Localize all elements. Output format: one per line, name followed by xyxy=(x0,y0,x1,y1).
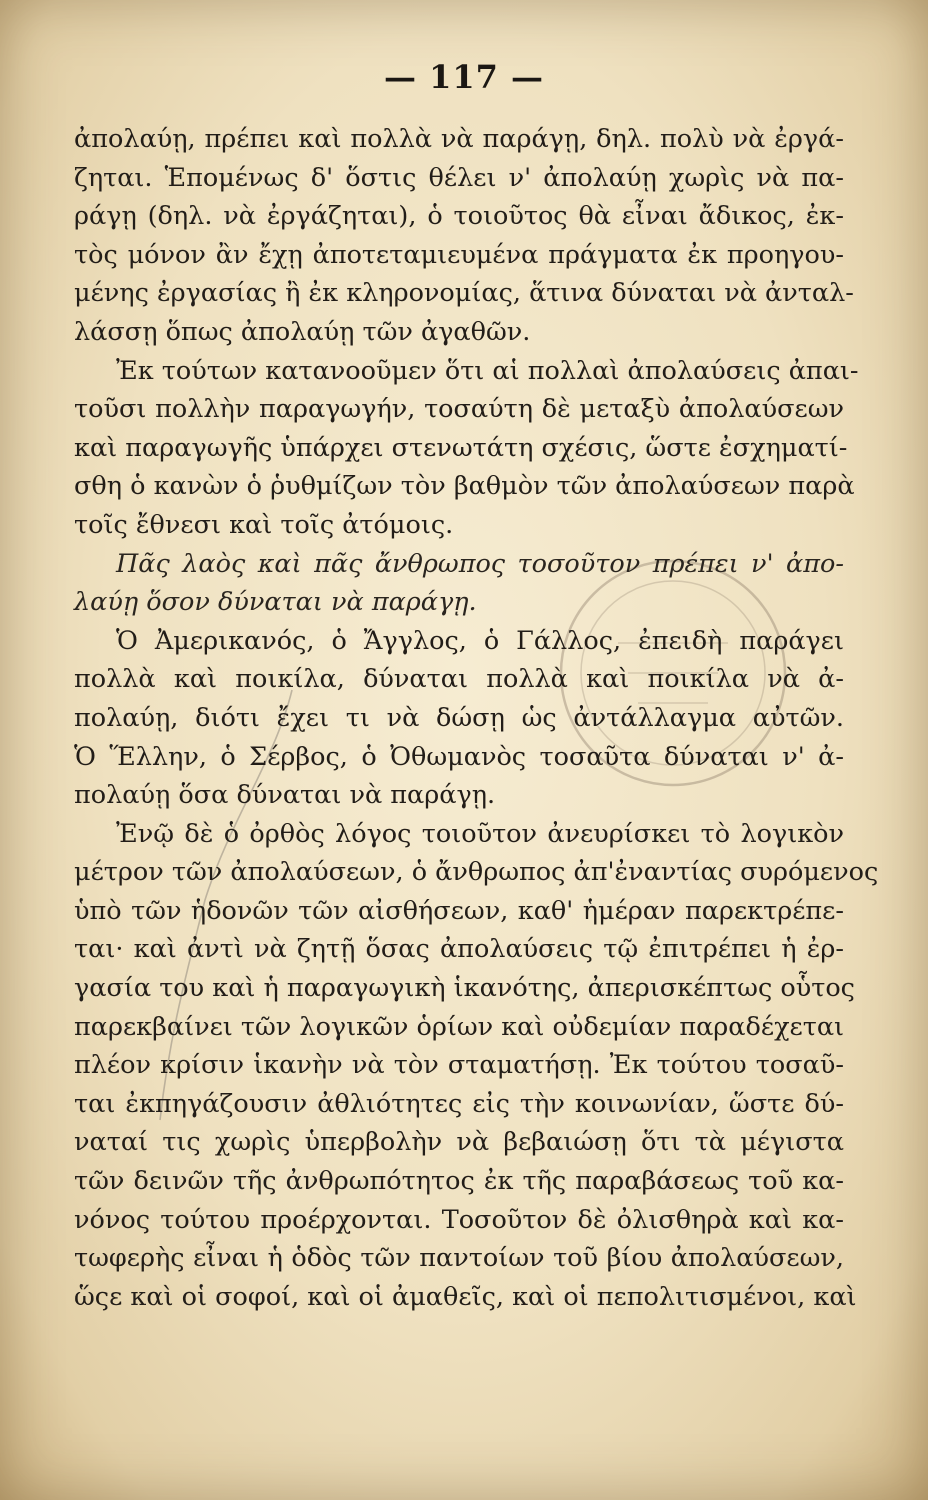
text-line: μένης ἐργασίας ἢ ἐκ κληρονομίας, ἅτινα δύναται νὰ ἀνταλ- xyxy=(74,278,854,309)
text-line: ζηται. Ἑπομένως δ' ὅστις θέλει ν' ἀπολαύῃ χωρὶς νὰ πα- xyxy=(74,162,844,193)
text-line: λαύῃ ὅσον δύναται νὰ παράγῃ. xyxy=(74,587,477,618)
text-line: ναταί τις χωρὶς ὑπερβολὴν νὰ βεβαιώσῃ ὅτι τὰ μέγιστα xyxy=(74,1127,844,1158)
text-line: παρεκβαίνει τῶν λογικῶν ὁρίων καὶ οὐδεμίαν παραδέχεται xyxy=(74,1011,845,1042)
text-line: καὶ παραγωγῆς ὑπάρχει στενωτάτη σχέσις, ὥστε ἐσχηματί- xyxy=(74,432,848,463)
text-line: τῶν δεινῶν τῆς ἀνθρωπότητος ἐκ τῆς παραβάσεως τοῦ κα- xyxy=(74,1166,844,1197)
text-line: ἀπολαύῃ, πρέπει καὶ πολλὰ νὰ παράγῃ, δηλ. πολὺ νὰ ἐργά- xyxy=(74,124,844,154)
text-line: σθη ὁ κανὼν ὁ ῥυθμίζων τὸν βαθμὸν τῶν ἀπολαύσεων παρὰ xyxy=(74,471,855,502)
text-line: ὑπὸ τῶν ἡδονῶν τῶν αἰσθήσεων, καθ' ἡμέραν παρεκτρέπε- xyxy=(74,895,844,926)
body-text xyxy=(74,120,879,1316)
text-line: πολαύῃ, διότι ἔχει τι νὰ δώσῃ ὡς ἀντάλλαγμα αὐτῶν. xyxy=(74,702,844,733)
text-line: Ὁ Ἀμερικανός, ὁ Ἄγγλος, ὁ Γάλλος, ἐπειδὴ παράγει xyxy=(116,625,844,656)
text-line: ται ἐκπηγάζουσιν ἀθλιότητες εἰς τὴν κοινωνίαν, ὥστε δύ- xyxy=(74,1088,844,1119)
text-line: τὸς μόνον ἂν ἔχῃ ἀποτεταμιευμένα πράγματα ἐκ προηγου- xyxy=(74,239,844,270)
text-line: ὥςε καὶ οἱ σοφοί, καὶ οἱ ἀμαθεῖς, καὶ οἱ πεπολιτισμένοι, καὶ xyxy=(74,1281,857,1312)
text-line: πολαύῃ ὅσα δύναται νὰ παράγῃ. xyxy=(74,780,496,811)
text-line: τωφερὴς εἶναι ἡ ὁδὸς τῶν παντοίων τοῦ βίου ἀπολαύσεων, xyxy=(74,1243,844,1274)
text-line: πολλὰ καὶ ποικίλα, δύναται πολλὰ καὶ ποικίλα νὰ ἀ- xyxy=(74,664,844,695)
text-line: Πᾶς λαὸς καὶ πᾶς ἄνθρωπος τοσοῦτον πρέπει ν' ἀπο- xyxy=(116,548,844,579)
text-line: Ὁ Ἕλλην, ὁ Σέρβος, ὁ Ὀθωμανὸς τοσαῦτα δύναται ν' ἀ- xyxy=(74,741,844,772)
text-line: μέτρον τῶν ἀπολαύσεων, ὁ ἄνθρωπος ἀπ'ἐναντίας συρόμενος xyxy=(74,857,879,888)
text-line: τοῦσι πολλὴν παραγωγήν, τοσαύτη δὲ μεταξὺ ἀπολαύσεων xyxy=(74,394,844,425)
page-number: — 117 — xyxy=(383,58,545,96)
text-line: τοῖς ἔθνεσι καὶ τοῖς ἀτόμοις. xyxy=(74,509,454,540)
text-line: νόνος τούτου προέρχονται. Τοσοῦτον δὲ ὀλισθηρὰ καὶ κα- xyxy=(74,1204,844,1235)
text-line: πλέον κρίσιν ἱκανὴν νὰ τὸν σταματήσῃ. Ἐκ τούτου τοσαῦ- xyxy=(74,1050,844,1081)
text-line: Ἐνῷ δὲ ὁ ὀρθὸς λόγος τοιοῦτον ἀνευρίσκει τὸ λογικὸν xyxy=(116,818,844,849)
text-line: ται· καὶ ἀντὶ νὰ ζητῇ ὅσας ἀπολαύσεις τῷ ἐπιτρέπει ἡ ἐρ- xyxy=(74,934,844,965)
text-line: Ἐκ τούτων κατανοοῦμεν ὅτι αἱ πολλαὶ ἀπολαύσεις ἀπαι- xyxy=(116,355,859,386)
text-line: λάσσῃ ὅπως ἀπολαύῃ τῶν ἀγαθῶν. xyxy=(74,316,531,347)
text-line: ράγῃ (δηλ. νὰ ἐργάζηται), ὁ τοιοῦτος θὰ εἶναι ἄδικος, ἐκ- xyxy=(74,201,844,232)
text-line: γασία του καὶ ἡ παραγωγικὴ ἱκανότης, ἀπερισκέπτως οὗτος xyxy=(74,973,855,1004)
